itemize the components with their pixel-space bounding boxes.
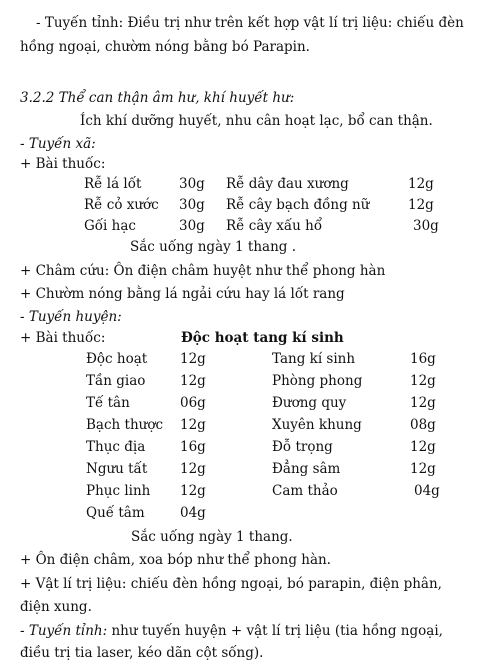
commune-acupuncture: + Châm cứu: Ôn điện châm huyệt như thể phong hàn bbox=[20, 263, 386, 279]
herb-dose: 12g bbox=[410, 373, 436, 389]
intro-line-1: - Tuyến tỉnh: Điều trị như trên kết hợp vật lí trị liệu: chiếu đèn bbox=[36, 15, 464, 31]
district-recipe-label: + Bài thuốc: bbox=[20, 330, 106, 346]
herb-dose: 30g bbox=[179, 176, 205, 192]
herb-dose: 30g bbox=[179, 218, 205, 234]
herb-dose: 06g bbox=[180, 395, 206, 411]
province-text: như tuyến huyện + vật lí trị liệu (tia hồng ngoại, bbox=[107, 623, 443, 639]
province-line-1 bbox=[20, 622, 443, 640]
herb-name: Cam thảo bbox=[272, 483, 338, 499]
herb-name: Tần giao bbox=[86, 373, 146, 389]
herb-dose: 30g bbox=[413, 218, 439, 234]
herb-name: Gối hạc bbox=[84, 218, 136, 234]
herb-dose: 12g bbox=[180, 461, 206, 477]
treatment-principle: Ích khí dưỡng huyết, nhu cân hoạt lạc, bổ can thận. bbox=[80, 113, 433, 129]
herb-name: Tế tân bbox=[86, 395, 130, 411]
herb-name: Độc hoạt bbox=[86, 351, 148, 367]
herb-name: Quế tâm bbox=[86, 505, 145, 521]
herb-name: Rễ lá lốt bbox=[84, 176, 142, 192]
district-dosage: Sắc uống ngày 1 thang. bbox=[131, 529, 293, 545]
herb-name: Rễ cây xấu hổ bbox=[226, 218, 323, 234]
herb-name: Bạch thược bbox=[86, 417, 164, 433]
commune-recipe-label: + Bài thuốc: bbox=[20, 156, 106, 172]
district-physio-line-2: điện xung. bbox=[20, 599, 92, 615]
herb-name: Phòng phong bbox=[272, 373, 363, 389]
herb-dose: 12g bbox=[408, 176, 434, 192]
herb-dose: 04g bbox=[180, 505, 206, 521]
herb-dose: 12g bbox=[410, 395, 436, 411]
herb-dose: 04g bbox=[414, 483, 440, 499]
herb-dose: 12g bbox=[408, 197, 434, 213]
herb-name: Thục địa bbox=[86, 439, 146, 455]
district-massage: + Ôn điện châm, xoa bóp như thể phong hàn. bbox=[20, 552, 331, 568]
herb-dose: 12g bbox=[410, 439, 436, 455]
herb-dose: 30g bbox=[179, 197, 205, 213]
herb-dose: 12g bbox=[180, 351, 206, 367]
commune-dosage: Sắc uống ngày 1 thang . bbox=[130, 239, 297, 255]
herb-name: Đỗ trọng bbox=[272, 439, 333, 455]
district-recipe-name: Độc hoạt tang kí sinh bbox=[181, 330, 344, 346]
herb-dose: 08g bbox=[410, 417, 436, 433]
herb-name: Rễ dây đau xương bbox=[226, 176, 349, 192]
herb-dose: 16g bbox=[180, 439, 206, 455]
commune-compress: + Chườm nóng bằng lá ngải cứu hay lá lốt rang bbox=[20, 286, 345, 302]
herb-dose: 12g bbox=[180, 373, 206, 389]
herb-name: Ngưu tất bbox=[86, 461, 148, 477]
herb-name: Đương quy bbox=[272, 395, 347, 411]
district-label: - Tuyến huyện: bbox=[20, 309, 122, 325]
intro-line-2: hồng ngoại, chườm nóng bằng bó Parapin. bbox=[20, 39, 310, 55]
herb-dose: 16g bbox=[410, 351, 436, 367]
herb-name: Phục linh bbox=[86, 483, 151, 499]
herb-name: Tang kí sinh bbox=[272, 351, 356, 367]
province-line-2: điều trị tia laser, kéo dãn cột sống). bbox=[20, 645, 264, 661]
herb-name: Rễ cây bạch đồng nữ bbox=[226, 197, 370, 213]
herb-dose: 12g bbox=[180, 483, 206, 499]
herb-name: Đẳng sâm bbox=[272, 461, 341, 477]
herb-dose: 12g bbox=[410, 461, 436, 477]
commune-label: - Tuyến xã: bbox=[20, 136, 96, 152]
district-physio-line-1: + Vật lí trị liệu: chiếu đèn hồng ngoại, bó parapin, điện phân, bbox=[20, 576, 442, 592]
section-heading: 3.2.2 Thể can thận âm hư, khí huyết hư: bbox=[20, 90, 295, 106]
herb-dose: 12g bbox=[180, 417, 206, 433]
herb-name: Xuyên khung bbox=[272, 417, 362, 433]
herb-name: Rễ cỏ xước bbox=[84, 197, 159, 213]
province-label: - Tuyến tỉnh: bbox=[20, 623, 108, 639]
